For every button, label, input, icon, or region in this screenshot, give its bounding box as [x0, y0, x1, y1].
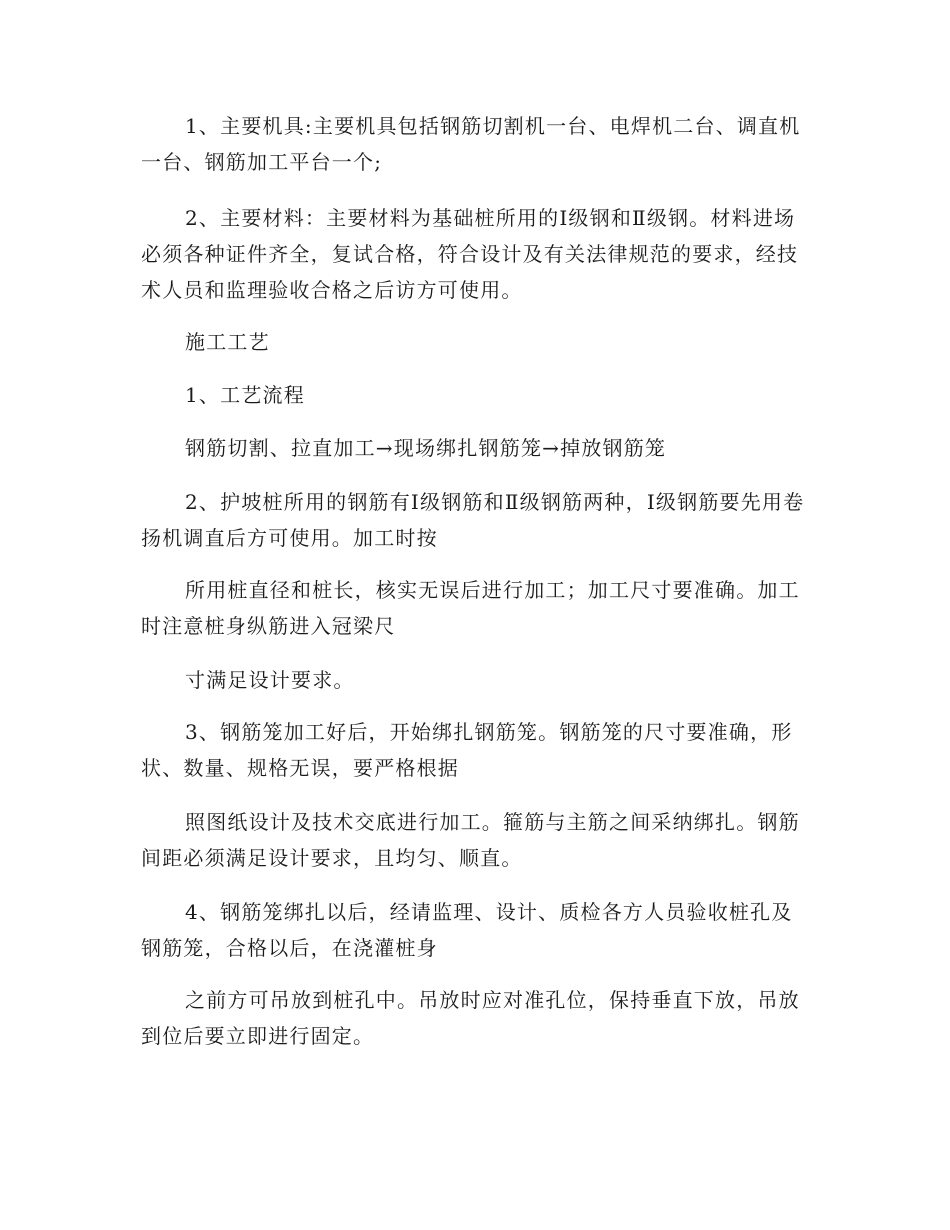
paragraph-process-flow: 钢筋切割、拉直加工→现场绑扎钢筋笼→掉放钢筋笼	[185, 436, 667, 460]
paragraph-rebar-processing: 所用桩直径和桩长，核实无误后进行加工；加工尺寸要准确。加工时注意桩身纵筋进入冠梁尺	[141, 578, 800, 638]
paragraph-inspection: 4、钢筋笼绑扎以后，经请监理、设计、质检各方人员验收桩孔及钢筋笼，合格以后，在浇灌桩身	[141, 900, 793, 960]
paragraph-cage-binding: 3、钢筋笼加工好后，开始绑扎钢筋笼。钢筋笼的尺寸要准确，形状、数量、规格无误，要严格根据	[141, 720, 793, 780]
paragraph-process-flow-heading: 1、工艺流程	[185, 383, 305, 407]
paragraph-main-materials: 2、主要材料：主要材料为基础桩所用的Ⅰ级钢和Ⅱ级钢。材料进场必须各种证件齐全，复试合格，符合设计及有关法律规范的要求，经技术人员和监理验收合格之后访方可使用。	[141, 206, 799, 302]
paragraph-main-equipment: 1、主要机具:主要机具包括钢筋切割机一台、电焊机二台、调直机一台、钢筋加工平台一个;	[141, 114, 801, 174]
section-heading-construction-process: 施工工艺	[185, 330, 270, 354]
paragraph-drawing-design: 照图纸设计及技术交底进行加工。箍筋与主筋之间采纳绑扎。钢筋间距必须满足设计要求，且均匀、顺直。	[141, 810, 800, 870]
paragraph-rebar-types: 2、护坡桩所用的钢筋有Ⅰ级钢筋和Ⅱ级钢筋两种，Ⅰ级钢筋要先用卷扬机调直后方可使用。加工时按	[141, 490, 805, 550]
paragraph-design-requirements: 寸满足设计要求。	[185, 668, 355, 692]
paragraph-hoisting: 之前方可吊放到桩孔中。吊放时应对准孔位，保持垂直下放，吊放到位后要立即进行固定。	[141, 988, 800, 1048]
